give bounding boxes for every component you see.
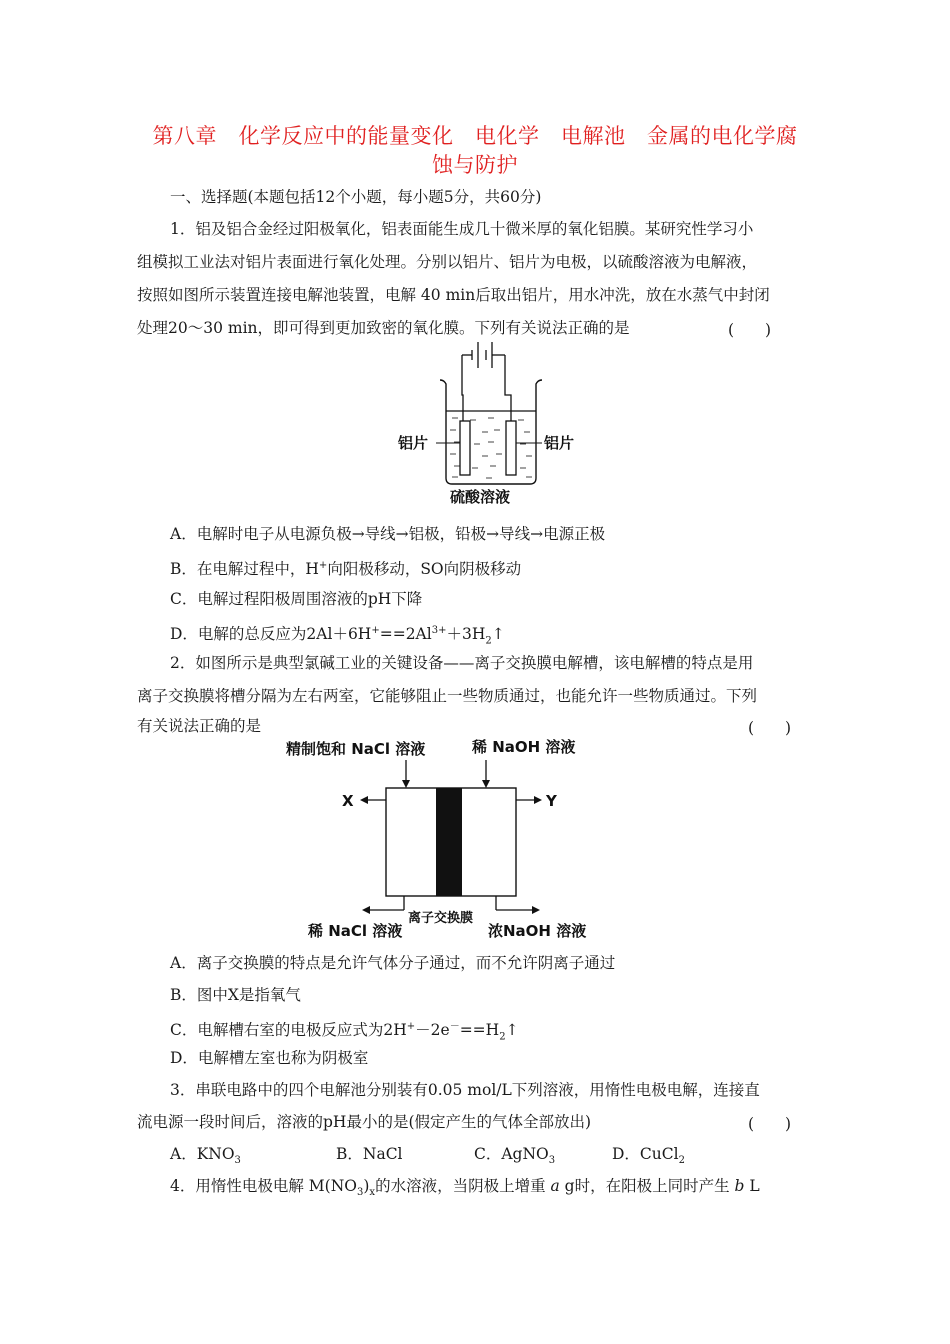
q2-fig-y: Y	[546, 792, 557, 810]
q2-fig-bottom-right: 浓NaOH 溶液	[488, 922, 587, 940]
q1-option-a: A．电解时电子从电源负极→导线→铝极，铅极→导线→电源正极	[170, 525, 606, 543]
q2-option-d: D．电解槽左室也称为阴极室	[170, 1049, 369, 1067]
q4-line-1: 4．用惰性电极电解 $M(NO_3)_x$的水溶液，当阴极上增重 a g时，在阳极上同时产生 b L	[170, 1177, 760, 1199]
q2-fig-bottom-left: 稀 NaCl 溶液	[308, 922, 403, 940]
q2-fig-top-left: 精制饱和 NaCl 溶液	[286, 740, 426, 758]
q3-option-c: C．AgNO$_3$	[474, 1145, 556, 1167]
q3-option-a: A．$KNO_3$	[170, 1145, 241, 1167]
q3-line-2: 流电源一段时间后，溶液的pH最小的是(假定产生的气体全部放出)	[137, 1113, 592, 1131]
q2-fig-x: X	[342, 792, 354, 810]
q2-fig-top-right: 稀 NaOH 溶液	[472, 738, 576, 756]
q1-fig-left-label: 铝片	[398, 434, 429, 452]
q1-electrolysis-figure	[390, 338, 600, 508]
q1-line-1: 1．铝及铝合金经过阳极氧化，铝表面能生成几十微米厚的氧化铝膜。某研究性学习小	[170, 220, 754, 238]
q1-fig-right-label: 铝片	[544, 434, 575, 452]
q2-line-1: 2．如图所示是典型氯碱工业的关键设备——离子交换膜电解槽，该电解槽的特点是用	[170, 654, 754, 672]
q2-membrane-cell-figure	[286, 734, 610, 946]
q1-line-3: 按照如图所示装置连接电解池装置，电解 40 min后取出铝片，用水冲洗，放在水蒸气中封闭	[137, 286, 770, 304]
q2-line-3: 有关说法正确的是	[137, 717, 262, 735]
q2-answer-paren: ( )	[748, 719, 792, 737]
q3-option-b: B．NaCl	[336, 1145, 403, 1163]
q2-option-a: A．离子交换膜的特点是允许气体分子通过，而不允许阴离子通过	[170, 954, 616, 972]
title-line-2: 蚀与防护	[432, 153, 518, 177]
section-heading: 一、选择题(本题包括12个小题，每小题5分，共60分)	[170, 188, 542, 206]
q1-option-c: C．电解过程阳极周围溶液的pH下降	[170, 590, 423, 608]
q1-option-d: D．电解的总反应为$2Al+6H^+==2Al^{3+}+3H_2↑$	[170, 625, 505, 647]
q2-line-2: 离子交换膜将槽分隔为左右两室，它能够阻止一些物质通过，也能允许一些物质通过。下列	[137, 687, 758, 705]
q2-fig-membrane: 离子交换膜	[408, 911, 474, 926]
q3-answer-paren: ( )	[748, 1115, 792, 1133]
q1-fig-bottom-label: 硫酸溶液	[450, 488, 511, 506]
q1-line-4: 处理20～30 min，即可得到更加致密的氧化膜。下列有关说法正确的是	[137, 319, 630, 337]
q1-line-2: 组模拟工业法对铝片表面进行氧化处理。分别以铝片、铝片为电极，以硫酸溶液为电解液，	[137, 253, 758, 271]
page-title	[130, 122, 820, 180]
q2-option-b: B．图中X是指氧气	[170, 986, 301, 1004]
q3-option-d: D．CuCl$_2$	[612, 1145, 685, 1167]
q1-option-b: B．在电解过程中，H+向阳极移动，SO向阴极移动	[170, 560, 522, 579]
q1-answer-paren: ( )	[728, 321, 772, 339]
q2-option-c: C．电解槽右室的电极反应式为$2H^+-2e^-==H_2↑$	[170, 1021, 519, 1043]
title-line-1: 第八章 化学反应中的能量变化 电化学 电解池 金属的电化学腐	[152, 124, 798, 148]
q3-line-1: 3．串联电路中的四个电解池分别装有0.05 mol/L下列溶液，用惰性电极电解，连接直	[170, 1081, 760, 1099]
